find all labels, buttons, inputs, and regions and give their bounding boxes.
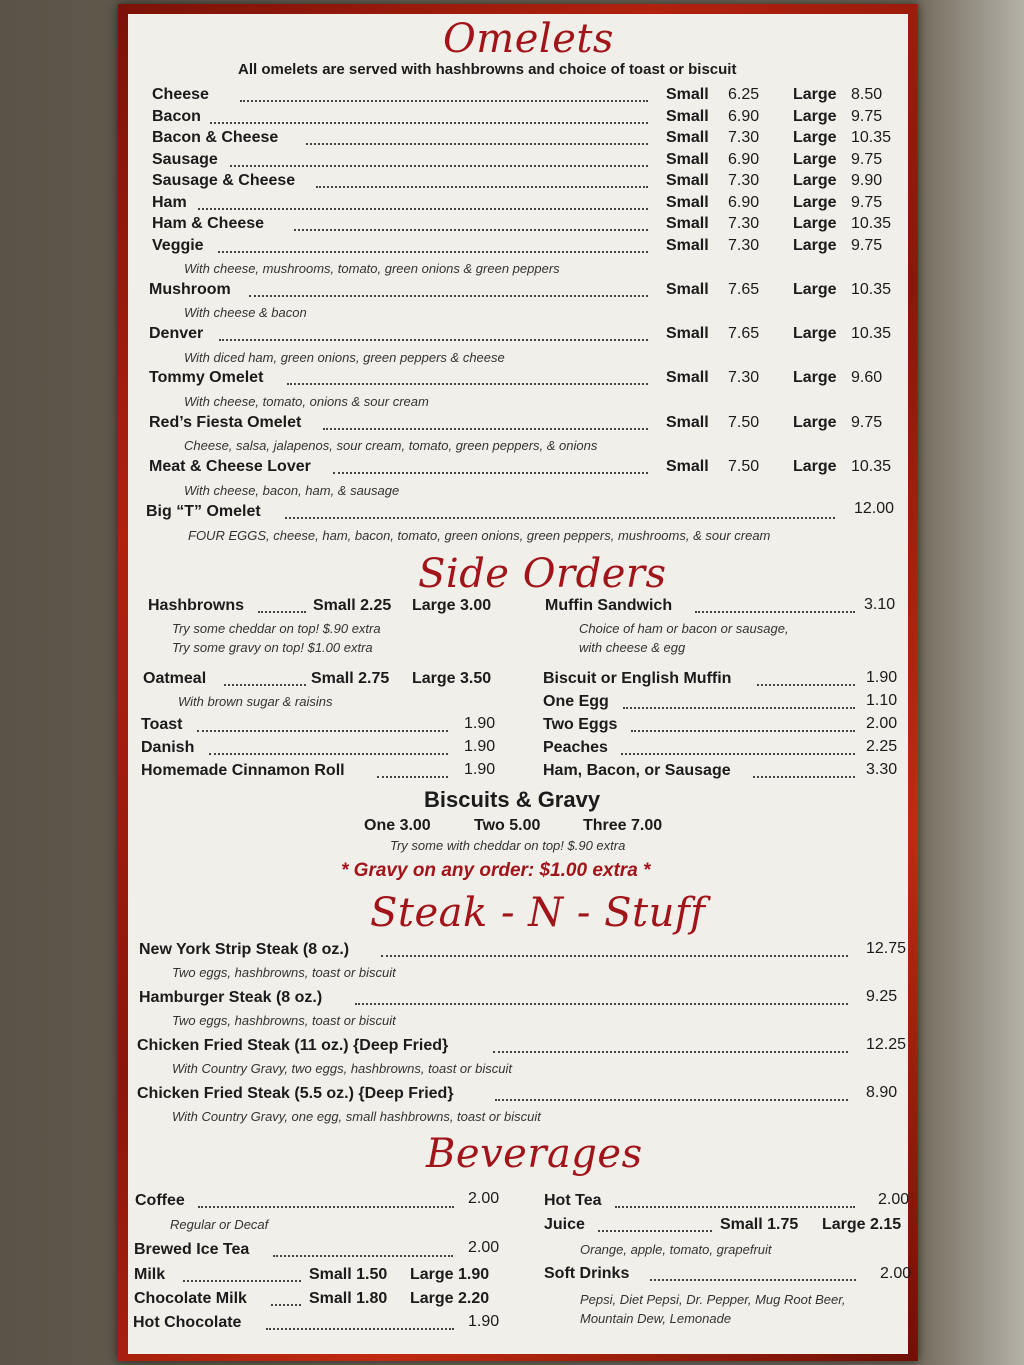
side-item-name: Two Eggs <box>543 716 618 733</box>
leader-dots <box>615 1206 855 1208</box>
leader-dots <box>218 251 648 253</box>
leader-dots <box>598 1230 712 1232</box>
small-label: Small <box>666 458 709 475</box>
coffee-name: Coffee <box>135 1192 185 1209</box>
omelet-large-price: 10.35 <box>851 215 892 232</box>
leader-dots <box>210 122 648 124</box>
omelet-large-price: 9.75 <box>851 108 883 125</box>
omelet-small-price: 7.30 <box>728 215 760 232</box>
milk-large: Large 1.90 <box>410 1266 490 1283</box>
omelet-small-price: 7.50 <box>728 458 760 475</box>
omelet-name: Ham & Cheese <box>152 215 265 232</box>
steak-price: 12.75 <box>866 940 907 957</box>
leader-dots <box>249 295 648 297</box>
omelet-name: Red’s Fiesta Omelet <box>149 414 302 431</box>
hashbrowns-note-gravy: Try some gravy on top! $1.00 extra <box>172 640 373 655</box>
omelet-note: With cheese, mushrooms, tomato, green onions & green peppers <box>184 261 560 276</box>
large-label: Large <box>793 86 837 103</box>
side-item-name: Peaches <box>543 739 608 756</box>
steak-note: With Country Gravy, two eggs, hashbrowns, toast or biscuit <box>172 1061 512 1076</box>
omelet-large-price: 9.90 <box>851 172 883 189</box>
omelet-name: Cheese <box>152 86 209 103</box>
coffee-note: Regular or Decaf <box>170 1217 269 1232</box>
oatmeal-small: Small 2.75 <box>311 670 390 687</box>
omelets-title: Omelets <box>443 16 614 62</box>
steak-price: 12.25 <box>866 1036 907 1053</box>
menu-sheet <box>128 14 912 1354</box>
steak-name: New York Strip Steak (8 oz.) <box>139 941 350 958</box>
hashbrowns-large: Large 3.00 <box>412 597 492 614</box>
omelet-large-price: 9.60 <box>851 369 883 386</box>
chocolate-milk-small: Small 1.80 <box>309 1290 388 1307</box>
leader-dots <box>306 143 648 145</box>
large-label: Large <box>793 237 837 254</box>
leader-dots <box>757 684 855 686</box>
leader-dots <box>285 517 835 519</box>
omelet-name: Veggie <box>152 237 204 254</box>
leader-dots <box>230 165 648 167</box>
side-item-name: Toast <box>141 716 183 733</box>
coffee-price: 2.00 <box>468 1190 500 1207</box>
leader-dots <box>631 730 855 732</box>
leader-dots <box>219 339 648 341</box>
leader-dots <box>695 611 855 613</box>
leader-dots <box>333 472 648 474</box>
leader-dots <box>287 383 648 385</box>
omelet-large-price: 9.75 <box>851 194 883 211</box>
omelet-large-price: 8.50 <box>851 86 883 103</box>
large-label: Large <box>793 151 837 168</box>
chocolate-milk-large: Large 2.20 <box>410 1290 490 1307</box>
omelet-name: Denver <box>149 325 204 342</box>
juice-name: Juice <box>544 1216 585 1233</box>
steak-name: Chicken Fried Steak (11 oz.) {Deep Fried} <box>137 1037 449 1054</box>
side-item-name: Danish <box>141 739 195 756</box>
omelet-small-price: 7.50 <box>728 414 760 431</box>
small-label: Small <box>666 129 709 146</box>
steak-note: Two eggs, hashbrowns, toast or biscuit <box>172 965 396 980</box>
side-item-price: 1.90 <box>464 761 496 778</box>
leader-dots <box>183 1280 301 1282</box>
omelet-large-price: 10.35 <box>851 458 892 475</box>
hot-chocolate-price: 1.90 <box>468 1313 500 1330</box>
small-label: Small <box>666 151 709 168</box>
oatmeal-note: With brown sugar & raisins <box>178 694 333 709</box>
small-label: Small <box>666 325 709 342</box>
large-label: Large <box>793 281 837 298</box>
omelet-small-price: 6.90 <box>728 108 760 125</box>
big-t-omelet-note: FOUR EGGS, cheese, ham, bacon, tomato, green onions, green peppers, mushrooms, & sour cream <box>188 528 771 543</box>
leader-dots <box>323 428 648 430</box>
iced-tea-price: 2.00 <box>468 1239 500 1256</box>
small-label: Small <box>666 369 709 386</box>
omelet-small-price: 7.30 <box>728 129 760 146</box>
hashbrowns-note-cheddar: Try some cheddar on top! $.90 extra <box>172 621 381 636</box>
side-item-price: 3.30 <box>866 761 898 778</box>
side-item-price: 1.90 <box>464 738 496 755</box>
soft-drinks-note: Pepsi, Diet Pepsi, Dr. Pepper, Mug Root Beer, <box>580 1292 846 1307</box>
steak-price: 8.90 <box>866 1084 898 1101</box>
large-label: Large <box>793 194 837 211</box>
leader-dots <box>623 707 855 709</box>
iced-tea-name: Brewed Ice Tea <box>134 1241 250 1258</box>
large-label: Large <box>793 172 837 189</box>
hot-tea-name: Hot Tea <box>544 1192 602 1209</box>
juice-large: Large 2.15 <box>822 1216 902 1233</box>
omelets-subtitle: All omelets are served with hashbrowns and choice of toast or biscuit <box>238 61 737 78</box>
large-label: Large <box>793 369 837 386</box>
leader-dots <box>209 753 448 755</box>
large-label: Large <box>793 325 837 342</box>
small-label: Small <box>666 237 709 254</box>
omelet-small-price: 6.25 <box>728 86 760 103</box>
leader-dots <box>650 1279 856 1281</box>
juice-note: Orange, apple, tomato, grapefruit <box>580 1242 772 1257</box>
biscuits-one: One 3.00 <box>364 817 431 834</box>
small-label: Small <box>666 108 709 125</box>
muffin-sandwich-price: 3.10 <box>864 596 896 613</box>
hot-tea-price: 2.00 <box>878 1191 910 1208</box>
omelet-name: Bacon & Cheese <box>152 129 279 146</box>
leader-dots <box>621 753 855 755</box>
gravy-extra-note: * Gravy on any order: $1.00 extra * <box>341 860 651 881</box>
hashbrowns-name: Hashbrowns <box>148 597 245 614</box>
side-item-price: 2.25 <box>866 738 898 755</box>
leader-dots <box>258 611 306 613</box>
chocolate-milk-name: Chocolate Milk <box>134 1290 247 1307</box>
omelet-small-price: 7.30 <box>728 369 760 386</box>
oatmeal-name: Oatmeal <box>143 670 207 687</box>
omelet-small-price: 6.90 <box>728 151 760 168</box>
omelet-note: With cheese & bacon <box>184 305 307 320</box>
big-t-omelet-price: 12.00 <box>854 500 895 517</box>
omelet-small-price: 6.90 <box>728 194 760 211</box>
steak-price: 9.25 <box>866 988 898 1005</box>
side-item-price: 1.10 <box>866 692 898 709</box>
leader-dots <box>198 208 648 210</box>
side-item-name: Biscuit or English Muffin <box>543 670 732 687</box>
oatmeal-large: Large 3.50 <box>412 670 492 687</box>
omelet-small-price: 7.30 <box>728 237 760 254</box>
leader-dots <box>197 730 448 732</box>
leader-dots <box>381 955 848 957</box>
small-label: Small <box>666 172 709 189</box>
large-label: Large <box>793 108 837 125</box>
omelet-note: Cheese, salsa, jalapenos, sour cream, tomato, green peppers, & onions <box>184 438 598 453</box>
milk-small: Small 1.50 <box>309 1266 388 1283</box>
side-item-price: 2.00 <box>866 715 898 732</box>
leader-dots <box>377 776 448 778</box>
hashbrowns-small: Small 2.25 <box>313 597 392 614</box>
omelet-name: Bacon <box>152 108 201 125</box>
omelet-note: With cheese, bacon, ham, & sausage <box>184 483 400 498</box>
omelet-large-price: 9.75 <box>851 414 883 431</box>
omelet-small-price: 7.65 <box>728 281 760 298</box>
omelet-large-price: 10.35 <box>851 325 892 342</box>
leader-dots <box>266 1328 454 1330</box>
side-item-name: Ham, Bacon, or Sausage <box>543 762 731 779</box>
omelet-note: With cheese, tomato, onions & sour cream <box>184 394 429 409</box>
steak-note: With Country Gravy, one egg, small hashbrowns, toast or biscuit <box>172 1109 541 1124</box>
omelet-name: Tommy Omelet <box>149 369 264 386</box>
small-label: Small <box>666 194 709 211</box>
side-item-name: One Egg <box>543 693 609 710</box>
large-label: Large <box>793 414 837 431</box>
juice-small: Small 1.75 <box>720 1216 799 1233</box>
side-item-price: 1.90 <box>866 669 898 686</box>
large-label: Large <box>793 129 837 146</box>
leader-dots <box>355 1003 848 1005</box>
omelet-note: With diced ham, green onions, green peppers & cheese <box>184 350 505 365</box>
leader-dots <box>753 776 855 778</box>
side-orders-title: Side Orders <box>418 551 667 597</box>
muffin-sandwich-note: Choice of ham or bacon or sausage, <box>579 621 789 636</box>
omelet-name: Ham <box>152 194 187 211</box>
small-label: Small <box>666 215 709 232</box>
steak-name: Chicken Fried Steak (5.5 oz.) {Deep Fried} <box>137 1085 454 1102</box>
steak-title: Steak - N - Stuff <box>370 890 706 936</box>
omelet-large-price: 10.35 <box>851 281 892 298</box>
steak-note: Two eggs, hashbrowns, toast or biscuit <box>172 1013 396 1028</box>
biscuits-gravy-title: Biscuits & Gravy <box>424 787 601 812</box>
leader-dots <box>493 1051 848 1053</box>
muffin-sandwich-note: with cheese & egg <box>579 640 686 655</box>
leader-dots <box>273 1255 453 1257</box>
soft-drinks-name: Soft Drinks <box>544 1265 630 1282</box>
omelet-name: Meat & Cheese Lover <box>149 458 311 475</box>
big-t-omelet-name: Big “T” Omelet <box>146 503 261 520</box>
hot-chocolate-name: Hot Chocolate <box>133 1314 242 1331</box>
omelet-name: Mushroom <box>149 281 231 298</box>
omelet-large-price: 9.75 <box>851 151 883 168</box>
muffin-sandwich-name: Muffin Sandwich <box>545 597 673 614</box>
beverages-title: Beverages <box>426 1131 643 1177</box>
leader-dots <box>316 186 648 188</box>
omelet-small-price: 7.65 <box>728 325 760 342</box>
leader-dots <box>240 100 648 102</box>
soft-drinks-price: 2.00 <box>880 1265 912 1282</box>
leader-dots <box>271 1304 301 1306</box>
photo-glare <box>914 0 1024 1365</box>
biscuits-two: Two 5.00 <box>474 817 541 834</box>
large-label: Large <box>793 458 837 475</box>
small-label: Small <box>666 414 709 431</box>
omelet-name: Sausage & Cheese <box>152 172 296 189</box>
large-label: Large <box>793 215 837 232</box>
soft-drinks-note: Mountain Dew, Lemonade <box>580 1311 732 1326</box>
milk-name: Milk <box>134 1266 166 1283</box>
omelet-large-price: 10.35 <box>851 129 892 146</box>
small-label: Small <box>666 281 709 298</box>
side-item-price: 1.90 <box>464 715 496 732</box>
side-item-name: Homemade Cinnamon Roll <box>141 762 345 779</box>
leader-dots <box>495 1099 848 1101</box>
small-label: Small <box>666 86 709 103</box>
leader-dots <box>294 229 648 231</box>
omelet-small-price: 7.30 <box>728 172 760 189</box>
leader-dots <box>224 684 306 686</box>
omelet-large-price: 9.75 <box>851 237 883 254</box>
leader-dots <box>198 1206 454 1208</box>
omelet-name: Sausage <box>152 151 218 168</box>
biscuits-cheddar-note: Try some with cheddar on top! $.90 extra <box>390 838 626 853</box>
biscuits-three: Three 7.00 <box>583 817 663 834</box>
steak-name: Hamburger Steak (8 oz.) <box>139 989 323 1006</box>
